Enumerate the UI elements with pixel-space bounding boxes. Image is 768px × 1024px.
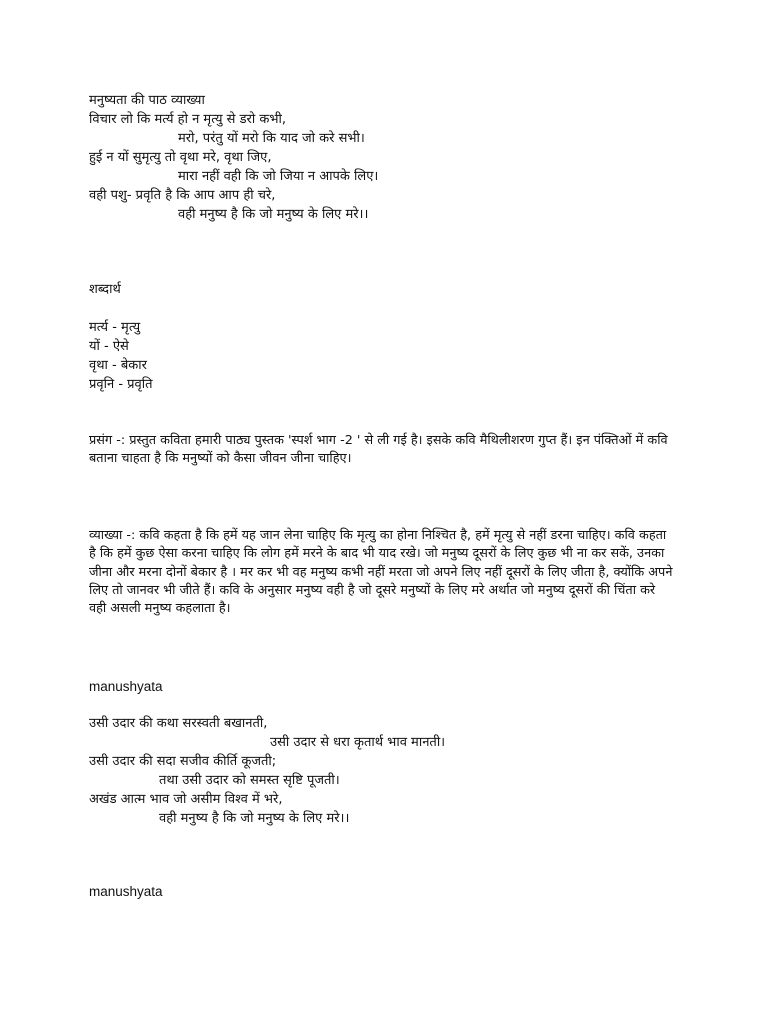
glossary-item: वृथा - बेकार xyxy=(89,358,147,373)
glossary-title: शब्दार्थ xyxy=(89,282,121,297)
verse-line: वही मनुष्य है कि जो मनुष्य के लिए मरे।। xyxy=(178,207,369,222)
verse-line: उसी उदार से धरा कृतार्थ भाव मानती। xyxy=(270,735,446,750)
explanation-paragraph: व्याख्या -: कवि कहता है कि हमें यह जान लेना चाहिए कि मृत्यु का होना निश्चित है, हमें मृत्यु से नहीं डरना चाहिए। कवि कहता है कि हमें कुछ ऐसा करना चाहिए कि लोग हमें मरने के बाद भी याद रखे। जो मनुष्य दूसरों के लिए कुछ भी ना कर सकें, उनका जीना और मरना दोनों बेकार है । मर कर भी वह मनुष्य कभी नहीं मरता जो अपने लिए नहीं दूसरों के लिए जीता है, क्योंकि अपने लिए तो जानवर भी जीते हैं। कवि के अनुसार मनुष्य वही है जो दूसरे मनुष्यों के लिए मरे अर्थात जो मनुष्य दूसरों की चिंता करे वही असली मनुष्य कहलाता है। xyxy=(89,528,673,617)
glossary-item: प्रवृनि - प्रवृति xyxy=(89,377,153,392)
section-heading: manushyata xyxy=(89,679,163,694)
section-heading: manushyata xyxy=(89,884,163,899)
verse-line: उसी उदार की कथा सरस्वती बखानती, xyxy=(89,716,268,731)
section-title: मनुष्यता की पाठ व्याख्या xyxy=(89,93,205,108)
glossary-item: यों - ऐसे xyxy=(89,339,129,354)
verse-line: हुई न यों सुमृत्यु तो वृथा मरे, वृथा जिए, xyxy=(89,150,272,165)
glossary-item: मर्त्य - मृत्यु xyxy=(89,320,141,335)
verse-line: वही मनुष्य है कि जो मनुष्य के लिए मरे।। xyxy=(159,811,350,826)
verse-line: तथा उसी उदार को समस्त सृष्टि पूजती। xyxy=(159,773,340,788)
verse-line: उसी उदार की सदा सजीव कीर्ति कूजती; xyxy=(89,754,277,769)
verse-line: मारा नहीं वही कि जो जिया न आपके लिए। xyxy=(178,169,379,184)
context-paragraph: प्रसंग -: प्रस्तुत कविता हमारी पाठ्य पुस्तक 'स्पर्श भाग -2 ' से ली गई है। इसके कवि मैथिलीशरण गुप्त हैं। इन पंक्तिओं में कवि बताना चाहता है कि मनुष्यों को कैसा जीवन जीना चाहिए। xyxy=(89,433,668,467)
verse-line: विचार लो कि मर्त्य हो न मृत्यु से डरो कभी, xyxy=(89,112,286,127)
verse-line: वही पशु- प्रवृति है कि आप आप ही चरे, xyxy=(89,188,276,203)
verse-line: मरो, परंतु यों मरो कि याद जो करे सभी। xyxy=(178,131,365,146)
verse-line: अखंड आत्म भाव जो असीम विश्व में भरे, xyxy=(89,792,283,807)
